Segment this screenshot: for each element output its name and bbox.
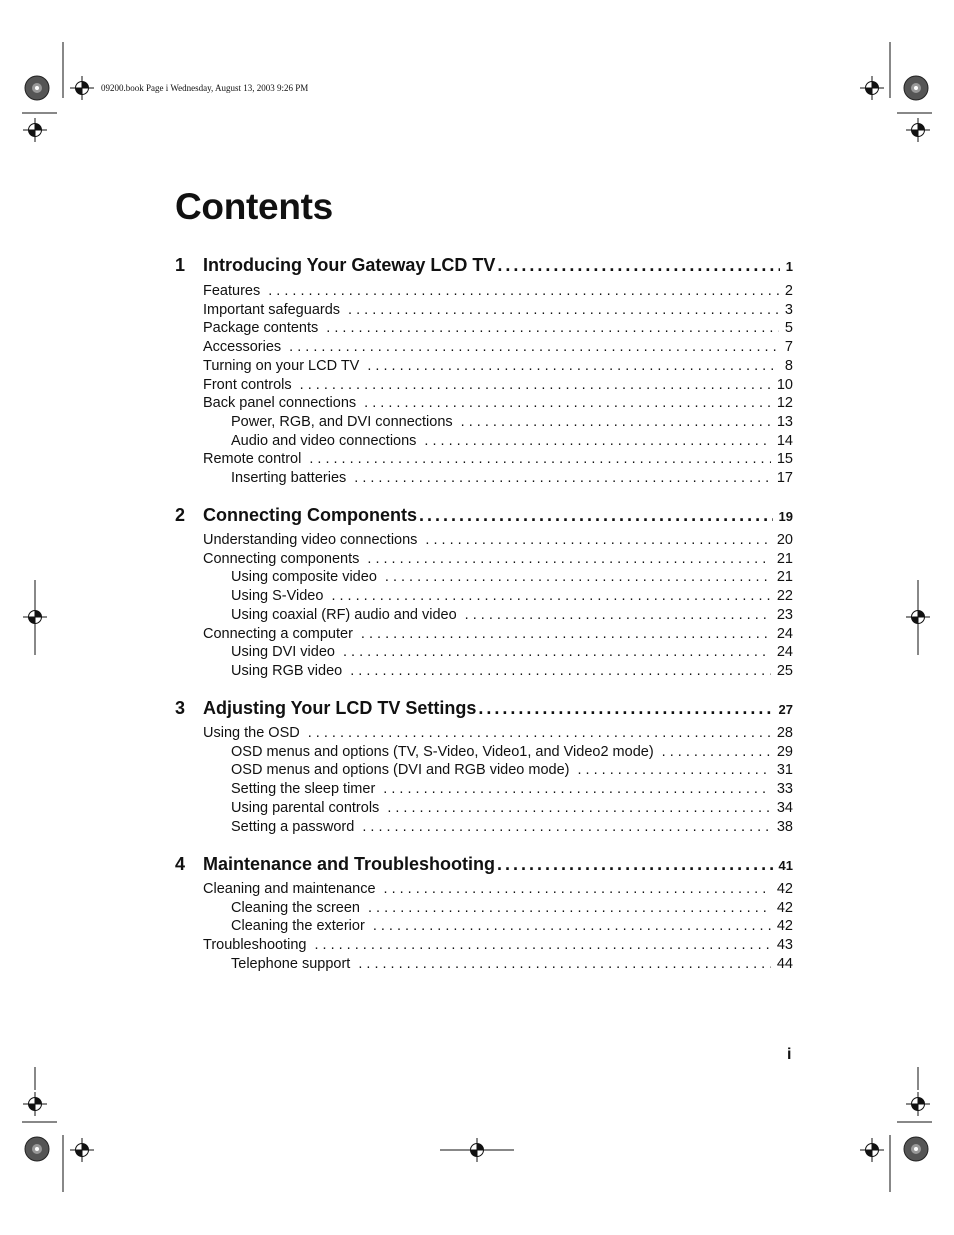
dot-leader xyxy=(326,320,779,336)
entry-page: 3 xyxy=(784,301,793,318)
entry-title: Using S-Video xyxy=(231,588,324,605)
dot-leader xyxy=(387,800,771,816)
toc-subentry[interactable] xyxy=(231,744,793,760)
dot-leader xyxy=(314,937,770,953)
dot-leader xyxy=(343,644,771,660)
dot-leader xyxy=(497,854,773,875)
toc-subentry[interactable] xyxy=(231,663,793,679)
dot-leader xyxy=(300,377,771,393)
entry-page: 7 xyxy=(784,339,793,356)
entry-title: Understanding video connections xyxy=(203,532,418,548)
entry-title: Using RGB video xyxy=(231,662,343,679)
toc-entry[interactable] xyxy=(203,283,793,299)
entry-page: 33 xyxy=(776,781,793,798)
toc-subentry[interactable] xyxy=(231,569,793,585)
registration-mark-icon xyxy=(906,1092,930,1116)
entry-title: OSD menus and options (DVI and RGB video mode) xyxy=(231,762,570,779)
entry-title: Cleaning the screen xyxy=(231,899,360,916)
entry-title: Package contents xyxy=(203,320,319,337)
chapter-page: 41 xyxy=(778,858,793,873)
chapter-title: Introducing Your Gateway LCD TV xyxy=(203,255,496,275)
dot-leader xyxy=(424,433,770,449)
toc-entry[interactable] xyxy=(203,320,793,336)
chapter-number: 4 xyxy=(175,854,186,874)
entry-page: 42 xyxy=(776,918,793,935)
registration-mark-icon xyxy=(70,1138,94,1162)
chapter-heading[interactable] xyxy=(175,505,793,526)
entry-page: 12 xyxy=(776,395,793,412)
dot-leader xyxy=(308,725,771,741)
registration-mark-icon xyxy=(906,118,930,142)
entry-page: 5 xyxy=(784,320,793,337)
dot-leader xyxy=(350,663,771,679)
entry-title: Cleaning the exterior xyxy=(231,918,365,935)
entry-title: Features xyxy=(203,283,261,299)
toc-subentry[interactable] xyxy=(231,781,793,797)
toc-subentry[interactable] xyxy=(231,470,793,486)
entry-page: 31 xyxy=(776,762,793,779)
entry-title: Using DVI video xyxy=(231,644,335,661)
toc-entry[interactable] xyxy=(203,451,793,467)
chapter-page: 1 xyxy=(785,259,793,274)
entry-page: 42 xyxy=(776,881,793,897)
dot-leader xyxy=(478,698,772,719)
entry-page: 22 xyxy=(776,588,793,605)
entry-title: OSD menus and options (TV, S-Video, Video1, and Video2 mode) xyxy=(231,743,654,760)
toc-subentry[interactable] xyxy=(231,819,793,835)
entry-page: 25 xyxy=(776,662,793,679)
toc-entry[interactable] xyxy=(203,395,793,411)
entry-page: 15 xyxy=(776,451,793,468)
chapter-page: 19 xyxy=(778,509,793,524)
entry-page: 42 xyxy=(776,899,793,916)
dot-leader xyxy=(367,551,770,567)
dot-leader xyxy=(354,470,771,486)
toc-entry[interactable] xyxy=(203,377,793,393)
chapter-title: Adjusting Your LCD TV Settings xyxy=(203,698,477,718)
toc-entry[interactable] xyxy=(203,551,793,567)
toc-entry[interactable] xyxy=(203,725,793,741)
entry-title: Audio and video connections xyxy=(231,432,417,449)
entry-title: Power, RGB, and DVI connections xyxy=(231,413,453,430)
entry-page: 21 xyxy=(776,569,793,586)
dot-leader xyxy=(358,956,771,972)
toc-entry[interactable] xyxy=(203,302,793,318)
chapter-heading[interactable] xyxy=(175,698,793,719)
toc-subentry[interactable] xyxy=(231,588,793,604)
dot-leader xyxy=(367,358,779,374)
dot-leader xyxy=(425,532,770,548)
page-number: i xyxy=(787,1046,792,1063)
color-target-icon xyxy=(904,1137,928,1161)
dot-leader xyxy=(331,588,770,604)
dot-leader xyxy=(309,451,771,467)
dot-leader xyxy=(384,881,771,897)
entry-page: 23 xyxy=(776,606,793,623)
dot-leader xyxy=(461,414,771,430)
entry-title: Connecting a computer xyxy=(203,625,353,642)
entry-page: 13 xyxy=(776,413,793,430)
dot-leader xyxy=(348,302,779,318)
toc-entry[interactable] xyxy=(203,358,793,374)
toc-entry[interactable] xyxy=(203,339,793,355)
entry-title: Cleaning and maintenance xyxy=(203,881,376,897)
registration-mark-icon xyxy=(23,118,47,142)
entry-page: 29 xyxy=(776,743,793,760)
entry-title: Setting a password xyxy=(231,818,355,835)
dot-leader xyxy=(465,607,771,623)
entry-title: Using composite video xyxy=(231,569,377,586)
entry-title: Using the OSD xyxy=(203,725,300,741)
toc-entry[interactable] xyxy=(203,626,793,642)
dot-leader xyxy=(385,569,771,585)
dot-leader xyxy=(373,918,771,934)
toc-subentry[interactable] xyxy=(231,414,793,430)
entry-title: Important safeguards xyxy=(203,301,341,318)
dot-leader xyxy=(361,626,771,642)
entry-title: Using coaxial (RF) audio and video xyxy=(231,606,457,623)
toc-entry[interactable] xyxy=(203,532,793,548)
dot-leader xyxy=(383,781,771,797)
toc-subentry[interactable] xyxy=(231,956,793,972)
registration-mark-icon xyxy=(860,1138,884,1162)
registration-mark-icon xyxy=(860,76,884,100)
entry-title: Using parental controls xyxy=(231,799,380,816)
entry-page: 14 xyxy=(776,432,793,449)
entry-title: Troubleshooting xyxy=(203,937,307,954)
entry-title: Back panel connections xyxy=(203,395,357,412)
entry-title: Inserting batteries xyxy=(231,470,347,486)
entry-title: Accessories xyxy=(203,339,282,356)
color-target-icon xyxy=(25,76,49,100)
entry-page: 43 xyxy=(776,937,793,954)
entry-page: 21 xyxy=(776,550,793,567)
entry-title: Telephone support xyxy=(231,955,351,972)
print-header: 09200.book Page i Wednesday, August 13, 2003 9:26 PM xyxy=(101,83,309,93)
chapter-page: 27 xyxy=(778,702,793,717)
chapter-title: Connecting Components xyxy=(203,505,417,525)
toc-subentry[interactable] xyxy=(231,607,793,623)
toc-subentry[interactable] xyxy=(231,644,793,660)
entry-page: 24 xyxy=(776,625,793,642)
entry-page: 38 xyxy=(776,818,793,835)
chapter-heading[interactable] xyxy=(175,255,793,276)
dot-leader xyxy=(662,744,771,760)
chapter-number: 3 xyxy=(175,698,186,718)
entry-page: 10 xyxy=(776,376,793,393)
dot-leader xyxy=(419,505,773,526)
chapter-number: 2 xyxy=(175,505,186,525)
toc-entry[interactable] xyxy=(203,937,793,953)
entry-title: Remote control xyxy=(203,451,302,468)
toc-subentry[interactable] xyxy=(231,918,793,934)
color-target-icon xyxy=(904,76,928,100)
toc-subentry[interactable] xyxy=(231,433,793,449)
dot-leader xyxy=(368,900,771,916)
entry-title: Setting the sleep timer xyxy=(231,781,376,798)
toc-subentry[interactable] xyxy=(231,900,793,916)
entry-page: 28 xyxy=(776,725,793,741)
entry-page: 2 xyxy=(784,283,793,299)
entry-page: 8 xyxy=(784,357,793,374)
dot-leader xyxy=(497,255,779,276)
entry-title: Turning on your LCD TV xyxy=(203,357,360,374)
entry-page: 34 xyxy=(776,799,793,816)
color-target-icon xyxy=(25,1137,49,1161)
chapter-title: Maintenance and Troubleshooting xyxy=(203,854,496,874)
entry-title: Front controls xyxy=(203,376,292,393)
chapter-heading[interactable] xyxy=(175,854,793,875)
page-title: Contents xyxy=(175,186,333,227)
dot-leader xyxy=(578,762,771,778)
entry-page: 24 xyxy=(776,644,793,661)
toc-entry[interactable] xyxy=(203,881,793,897)
dot-leader xyxy=(268,283,779,299)
dot-leader xyxy=(364,395,771,411)
dot-leader xyxy=(289,339,779,355)
entry-page: 20 xyxy=(776,532,793,548)
registration-mark-icon xyxy=(23,1092,47,1116)
dot-leader xyxy=(362,819,771,835)
registration-mark-icon xyxy=(70,76,94,100)
entry-page: 44 xyxy=(776,955,793,972)
entry-title: Connecting components xyxy=(203,550,360,567)
chapter-number: 1 xyxy=(175,255,186,275)
entry-page: 17 xyxy=(776,470,793,486)
toc-subentry[interactable] xyxy=(231,800,793,816)
toc-subentry[interactable] xyxy=(231,762,793,778)
